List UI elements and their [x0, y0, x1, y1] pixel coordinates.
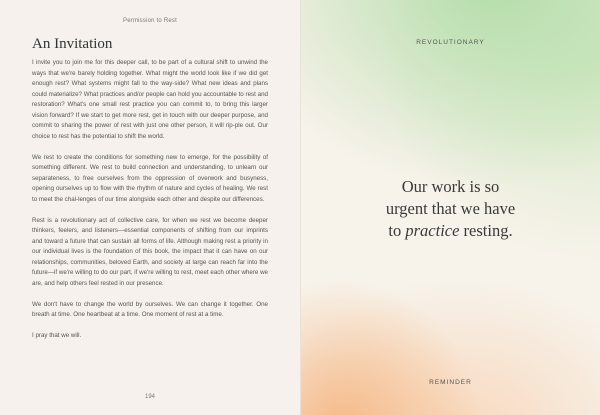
quote-text: resting. [459, 221, 513, 240]
quote-line: Our work is so [401, 177, 500, 196]
quote-line: urgent that we have [385, 199, 516, 218]
paragraph: I invite you to join me for this deeper call, to be part of a cultural shift to unwind the ways that we're barely holding together. What might the world look like if we did get enough rest? What systems might fall to the way-side? What new ideas and plans could materialize? What practices and/or people can hold you accountable to rest and restoration? What's one small rest practice you can commit to, to bring this larger vision forward? If we start to get more rest, get in touch with our deeper purpose, and commit to sharing the power of rest with just one other person, it will rip-ple out. Our choice to rest has the potential to shift the world. [32, 59, 268, 140]
paragraph: We don't have to change the world by ourselves. We can change it together. One breath at time. One heartbeat at a time. One moment of rest at a time. [32, 300, 268, 318]
body-text [32, 58, 268, 352]
paragraph: Rest is a revolutionary act of collective care, for when we rest we become deeper thinkers, feelers, and listeners—essential components of shifting from our imprints and toward a future that can sustain all forms of life. Although making rest a priority in our individual lives is the foundation of this book, the impact that it can have on our relationships, communities, beloved Earth, and society at large can reach far into the future—if we're willing to do our part, if we're willing to rest, meet each other where we are, and help others feel rested in our presence. [32, 216, 268, 287]
quote-emphasis: practice [405, 221, 460, 240]
footer-label: REMINDER [429, 379, 472, 386]
right-page [301, 0, 600, 415]
chapter-title: An Invitation [32, 36, 113, 52]
page-number: 194 [144, 394, 155, 400]
paragraph: I pray that we will. [32, 332, 82, 339]
quote-line [301, 220, 600, 242]
running-head: Permission to Rest [123, 18, 177, 24]
section-label: REVOLUTIONARY [416, 39, 485, 46]
pull-quote [301, 176, 600, 242]
paragraph: We rest to create the conditions for something new to emerge, for the possibility of something different. We rest to build connection and understanding, to unlearn our separateness, to free ourselves from the oppression of overwork and busyness, opening ourselves up to flow with the rhythm of nature and cycles of healing. We rest to meet the chal-lenges of our time alongside each other and despite our differences. [32, 153, 268, 203]
quote-text: to [388, 221, 406, 240]
